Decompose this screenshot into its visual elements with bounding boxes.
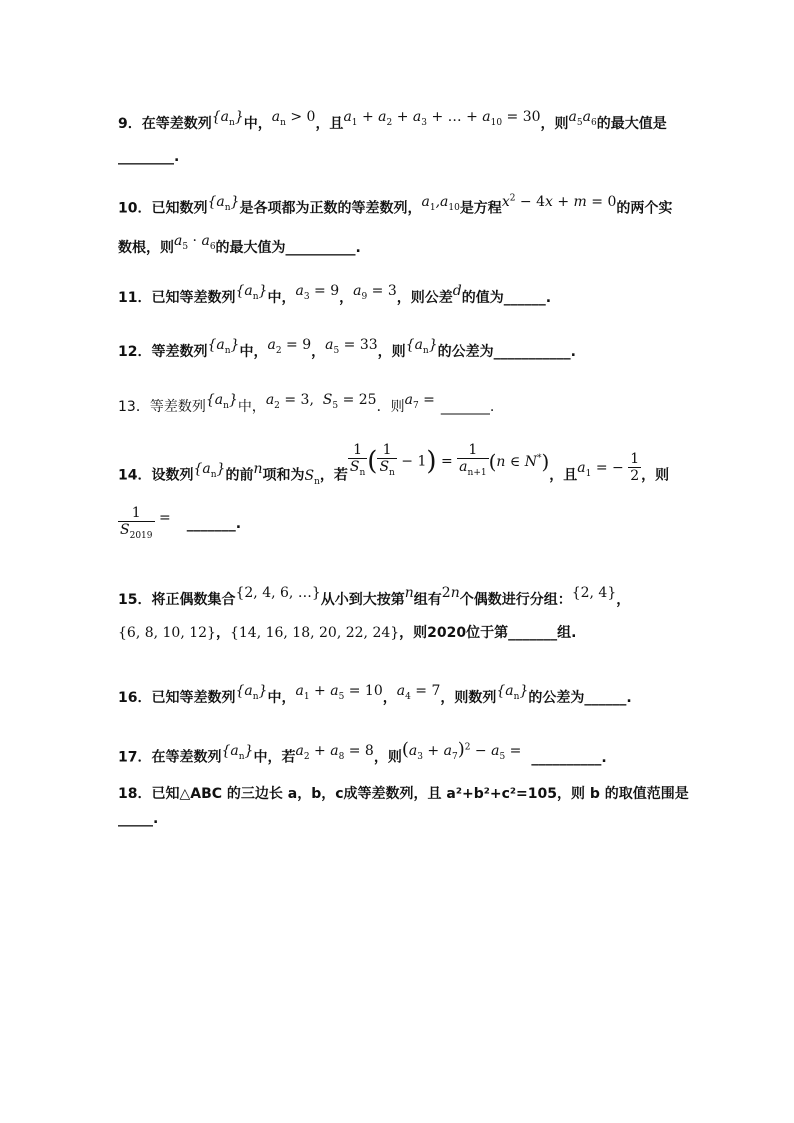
q15-text-6: ， bbox=[215, 625, 230, 641]
q10-text-1: 已知数列 bbox=[151, 200, 208, 217]
q11-text-4: ，则公差 bbox=[396, 290, 453, 306]
q18-answer-blank: _____. bbox=[118, 811, 159, 827]
question-11: 11．已知等差数列$\{a_n\}$中，$a_3 = 9$，$a_9 = 3$，则公差d的值为______. bbox=[118, 284, 551, 318]
q9-number: 9． bbox=[118, 116, 142, 132]
q15-text-4: 个偶数进行分组： bbox=[459, 592, 572, 608]
q13-text-3: ．则 bbox=[376, 399, 405, 415]
q13-text-2: 中， bbox=[237, 399, 266, 415]
question-9: 9．在等差数列$\{a_n\}$中，$a_n > 0$，且$a_1 + a_2 + a_3$ + … + $a_{10} = 30$，则$a_5a_6$的最大值是 ________. bbox=[118, 108, 667, 168]
q12-number: 12． bbox=[118, 344, 152, 360]
q10-answer-blank: __________. bbox=[285, 240, 361, 257]
question-16: 16．已知等差数列$\{a_n\}$中，$a_1 + a_5 = 10$，$a_4 = 7$，则数列$\{a_n\}$的公差为______. bbox=[118, 684, 632, 718]
q9-text-1: 在等差数列 bbox=[141, 116, 212, 132]
q12-text-4: ，则 bbox=[377, 344, 406, 360]
q13-answer-blank: _______. bbox=[440, 399, 495, 415]
q10-number: 10． bbox=[118, 200, 152, 217]
q14-answer-blank: _______. bbox=[186, 516, 242, 532]
q12-answer-blank: ___________. bbox=[493, 344, 576, 360]
q14-text-5: ，且 bbox=[549, 467, 578, 484]
q14-text-6: ，则 bbox=[641, 467, 670, 484]
question-17: 17．在等差数列$\{a_n\}$中，若$a_2 + a_8 = 8$，则$(a_3 + a_7)^2 - a_5$ = __________. bbox=[118, 740, 607, 777]
q12-text-1: 等差数列 bbox=[151, 344, 208, 360]
q14-a1-formula: $a_1$ = − $\frac{1}{2}$ bbox=[577, 451, 640, 485]
q15-text-7: ，则2020位于第 bbox=[399, 625, 509, 641]
q16-text-2: 中， bbox=[267, 690, 296, 706]
q17-text-3: ，则 bbox=[373, 749, 402, 766]
q17-text-2: 中，若 bbox=[253, 749, 296, 766]
q14-text-2: 的前 bbox=[225, 467, 254, 484]
question-18 bbox=[118, 780, 689, 830]
q12-text-3: ， bbox=[311, 344, 326, 360]
q18-text: 已知△ABC 的三边长 a，b，c成等差数列，且 a²+b²+c²=105，则 b 的取值范围是 bbox=[151, 786, 689, 802]
q16-text-1: 已知等差数列 bbox=[151, 690, 236, 706]
q14-text-3: 项和为 bbox=[262, 467, 305, 484]
question-10: 10．已知数列$\{a_n\}$是各项都为正数的等差数列，$a_1,a_{10}$是方程$x^2 - 4x + m = 0$的两个实 数根，则$a_5 \cdot a_6$的最大值为__________. bbox=[118, 188, 672, 271]
q15-text-2: 从小到大按第 bbox=[320, 592, 405, 608]
q14-text-4: ，若 bbox=[319, 467, 348, 484]
q16-text-3: ， bbox=[382, 690, 397, 706]
question-12: 12．等差数列$\{a_n\}$中，$a_2 = 9$，$a_5 = 33$，则$\{a_n\}$的公差为___________. bbox=[118, 338, 576, 372]
q13-number: 13． bbox=[118, 399, 150, 415]
q10-text-6: 的最大值为 bbox=[215, 240, 286, 257]
q9-text-3: ，且 bbox=[315, 116, 344, 132]
q17-text-1: 在等差数列 bbox=[151, 749, 222, 766]
q11-answer-blank: ______. bbox=[503, 290, 552, 306]
q10-text-3: 是方程 bbox=[459, 200, 502, 217]
question-13: 13．等差数列$\{a_n\}$中，$a_2 = 3$, $S_5 = 25$．则$a_7$ = _______. bbox=[118, 393, 494, 427]
q9-text-2: 中， bbox=[243, 116, 272, 132]
q10-text-4: 的两个实 bbox=[616, 200, 673, 217]
q15-answer-blank: _______ bbox=[508, 625, 558, 641]
q16-text-4: ，则数列 bbox=[440, 690, 497, 706]
q15-text-8: 组. bbox=[557, 625, 577, 641]
question-14: 14．设数列$\{a_n\}$的前n项和为$S_n$，若 $\frac{1}{S_n}$ ( $\frac{1}{S_n}$ − 1) = $\frac{1}{a_{n+1}}$ (n ∈ N*)，且$a_1$ = − $\frac{1}{2}$ ，则 $\frac{1}{S_{2019}}$ = _______. bbox=[118, 442, 669, 544]
q18-number: 18． bbox=[118, 786, 152, 802]
q10-text-2: 是各项都为正数的等差数列， bbox=[239, 200, 422, 217]
q11-number: 11． bbox=[118, 290, 152, 306]
q15-number: 15． bbox=[118, 592, 152, 608]
q12-text-2: 中， bbox=[239, 344, 268, 360]
q14-number: 14． bbox=[118, 467, 152, 484]
q11-text-2: 中， bbox=[267, 290, 296, 306]
q14-condition-formula: $\frac{1}{S_n}$ ( $\frac{1}{S_n}$ − 1) = $\frac{1}{a_{n+1}}$ (n ∈ N*) bbox=[349, 442, 550, 479]
q15-text-3: 组有 bbox=[413, 592, 442, 608]
q9-answer-blank: ________. bbox=[118, 148, 180, 165]
q11-text-1: 已知等差数列 bbox=[151, 290, 236, 306]
q14-target-fraction: $\frac{1}{S_{2019}}$ bbox=[120, 504, 153, 541]
q11-text-3: ， bbox=[339, 290, 354, 306]
q11-text-5: 的值为 bbox=[461, 290, 504, 306]
q15-text-5: ， bbox=[616, 592, 631, 608]
q16-answer-blank: ______. bbox=[584, 690, 632, 706]
q10-text-5: 数根，则 bbox=[118, 240, 174, 257]
q16-number: 16． bbox=[118, 690, 152, 706]
q9-text-5: 的最大值是 bbox=[596, 116, 667, 132]
q12-text-5: 的公差为 bbox=[437, 344, 494, 360]
question-15: 15．将正偶数集合{2, 4, 6, …}从小到大按第n组有2n个偶数进行分组：{2, 4}， {6, 8, 10, 12}，{14, 16, 18, 20, 22, 24}，则2020位于第_______组. bbox=[118, 582, 630, 648]
q13-text-1: 等差数列 bbox=[149, 399, 206, 415]
q15-text-1: 将正偶数集合 bbox=[151, 592, 236, 608]
q17-answer-blank: __________. bbox=[531, 749, 607, 766]
q14-text-1: 设数列 bbox=[151, 467, 194, 484]
q9-text-4: ，则 bbox=[540, 116, 569, 132]
q16-text-5: 的公差为 bbox=[528, 690, 585, 706]
q17-number: 17． bbox=[118, 749, 152, 766]
